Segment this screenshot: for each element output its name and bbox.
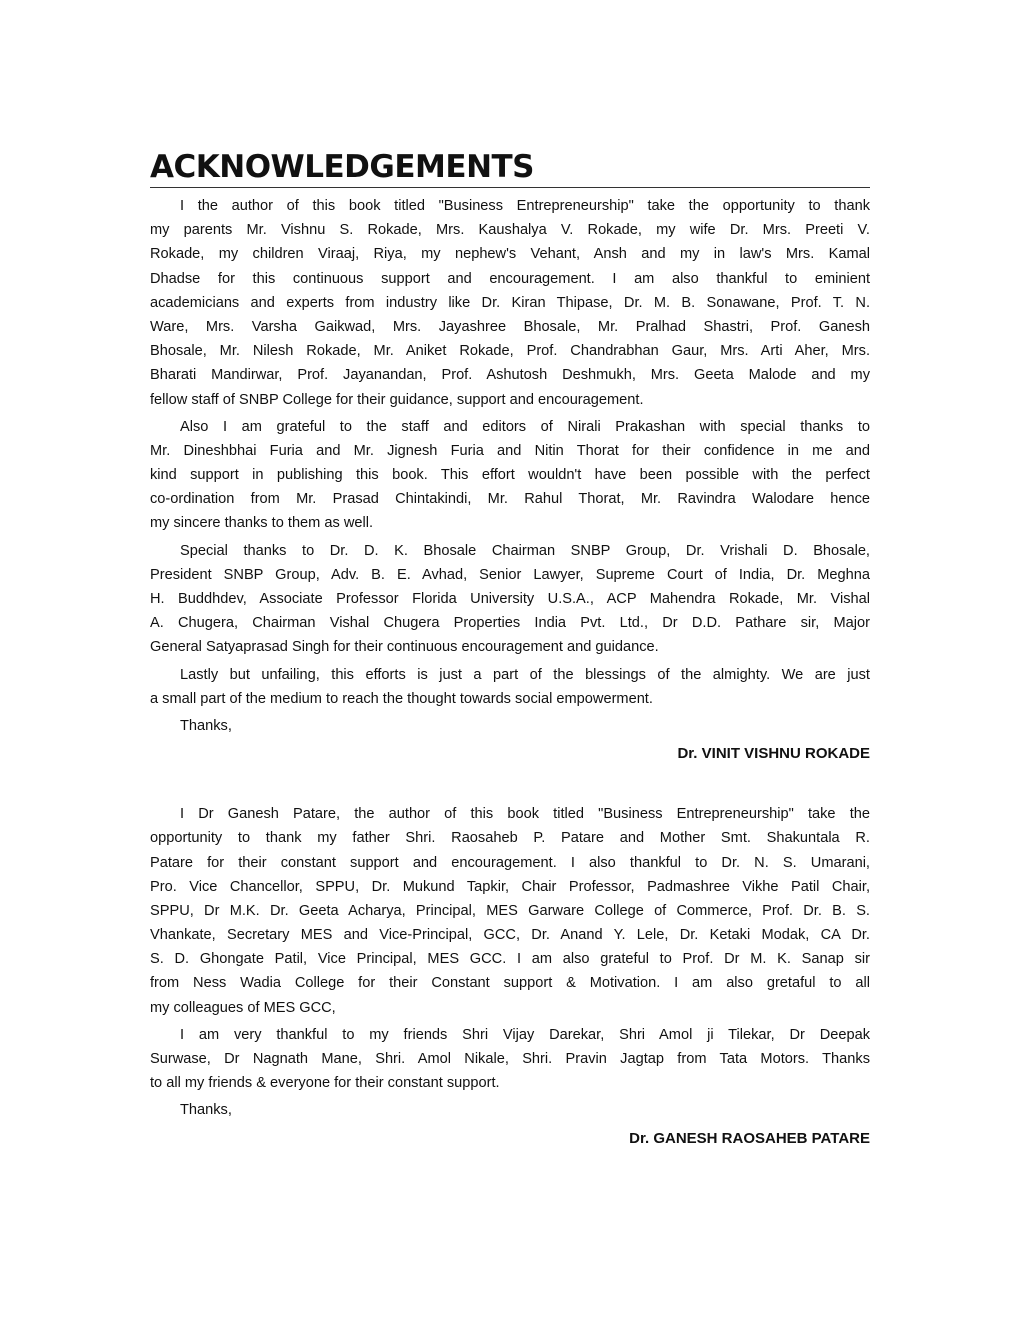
paragraph (150, 1023, 870, 1096)
section-gap (150, 767, 870, 802)
text-line: SPPU, Dr M.K. Dr. Geeta Acharya, Principal, MES Garware College of Commerce, Prof. Dr. B. S. (150, 902, 870, 919)
text-line: from Ness Wadia College for their Constant support & Motivation. I am also gretaful to all (150, 975, 870, 992)
text-line: I am very thankful to my friends Shri Vijay Darekar, Shri Amol ji Tilekar, Dr Deepak (180, 1026, 870, 1043)
text-line: Mr. Dineshbhai Furia and Mr. Jignesh Furia and Nitin Thorat for their confidence in me and (150, 442, 870, 459)
text-line: Vhankate, Secretary MES and Vice-Principal, GCC, Dr. Anand Y. Lele, Dr. Ketaki Modak, CA Dr. (150, 927, 870, 944)
paragraph (150, 415, 870, 536)
text-line: Pro. Vice Chancellor, SPPU, Dr. Mukund Tapkir, Chair Professor, Padmashree Vikhe Patil Chair, (150, 878, 870, 895)
text-line: opportunity to thank my father Shri. Raosaheb P. Patare and Mother Smt. Shakuntala R. (150, 830, 870, 847)
text-line: I Dr Ganesh Patare, the author of this book titled "Business Entrepreneurship" take the (180, 806, 870, 823)
text-line: Also I am grateful to the staff and editors of Nirali Prakashan with special thanks to (180, 418, 870, 435)
text-line: A. Chugera, Chairman Vishal Chugera Properties India Pvt. Ltd., Dr D.D. Pathare sir, Major (150, 615, 870, 632)
text-line: S. D. Ghongate Patil, Vice Principal, MES GCC. I am also grateful to Prof. Dr M. K. Sanap sir (150, 951, 870, 968)
section-rokade (150, 194, 870, 767)
signature: Dr. VINIT VISHNU ROKADE (677, 745, 870, 763)
text-line: my colleagues of MES GCC, (150, 999, 336, 1016)
text-line: H. Buddhdev, Associate Professor Florida University U.S.A., ACP Mahendra Rokade, Mr. Vishal (150, 591, 870, 607)
text-line: President SNBP Group, Adv. B. E. Avhad, Senior Lawyer, Supreme Court of India, Dr. Meghna (150, 566, 870, 583)
text-line: a small part of the medium to reach the thought towards social empowerment. (150, 690, 653, 707)
text-line: Lastly but unfailing, this efforts is just a part of the blessings of the almighty. We are just (180, 666, 870, 683)
paragraph (150, 194, 870, 412)
text-line: Ware, Mrs. Varsha Gaikwad, Mrs. Jayashree Bhosale, Mr. Pralhad Shastri, Prof. Ganesh (150, 318, 870, 335)
text-line: Special thanks to Dr. D. K. Bhosale Chairman SNBP Group, Dr. Vrishali D. Bhosale, (180, 542, 870, 559)
text-line: General Satyaprasad Singh for their continuous encouragement and guidance. (150, 639, 659, 656)
title-rule (150, 187, 870, 188)
text-line: fellow staff of SNBP College for their guidance, support and encouragement. (150, 391, 644, 408)
text-line: kind support in publishing this book. This effort wouldn't have been possible with the perfect (150, 467, 870, 484)
text-line: academicians and experts from industry like Dr. Kiran Thipase, Dr. M. B. Sonawane, Prof. T. N. (150, 294, 870, 311)
text-line: Dhadse for this continuous support and encouragement. I am also thankful to eminient (150, 270, 870, 287)
text-line: co-ordination from Mr. Prasad Chintakindi, Mr. Rahul Thorat, Mr. Ravindra Walodare hence (150, 491, 870, 508)
text-line: Surwase, Dr Nagnath Mane, Shri. Amol Nikale, Shri. Pravin Jagtap from Tata Motors. Thanks (150, 1051, 870, 1068)
paragraph (150, 802, 870, 1020)
text-line: I the author of this book titled "Business Entrepreneurship" take the opportunity to thank (180, 198, 870, 214)
text-line: to all my friends & everyone for their constant support. (150, 1075, 500, 1092)
thanks-text: Thanks, (180, 1102, 232, 1119)
page-title: ACKNOWLEDGEMENTS (150, 149, 534, 185)
text-line: Bharati Mandirwar, Prof. Jayanandan, Prof. Ashutosh Deshmukh, Mrs. Geeta Malode and my (150, 367, 870, 384)
paragraphs (150, 194, 870, 711)
text-line: Patare for their constant support and encouragement. I also thankful to Dr. N. S. Umarani, (150, 854, 870, 871)
text-line: Bhosale, Mr. Nilesh Rokade, Mr. Aniket Rokade, Prof. Chandrabhan Gaur, Mrs. Arti Aher, Mrs. (150, 343, 870, 360)
acknowledgements-page (150, 148, 870, 1152)
paragraphs (150, 802, 870, 1095)
text-line: Rokade, my children Viraaj, Riya, my nephew's Vehant, Ansh and my in law's Mrs. Kamal (150, 246, 870, 263)
signature: Dr. GANESH RAOSAHEB PATARE (629, 1129, 870, 1147)
thanks-text: Thanks, (180, 717, 232, 734)
text-line: my sincere thanks to them as well. (150, 515, 374, 532)
section-patare (150, 802, 870, 1151)
paragraph (150, 663, 870, 711)
text-line: my parents Mr. Vishnu S. Rokade, Mrs. Kaushalya V. Rokade, my wife Dr. Mrs. Preeti V. (150, 222, 870, 239)
paragraph (150, 539, 870, 660)
